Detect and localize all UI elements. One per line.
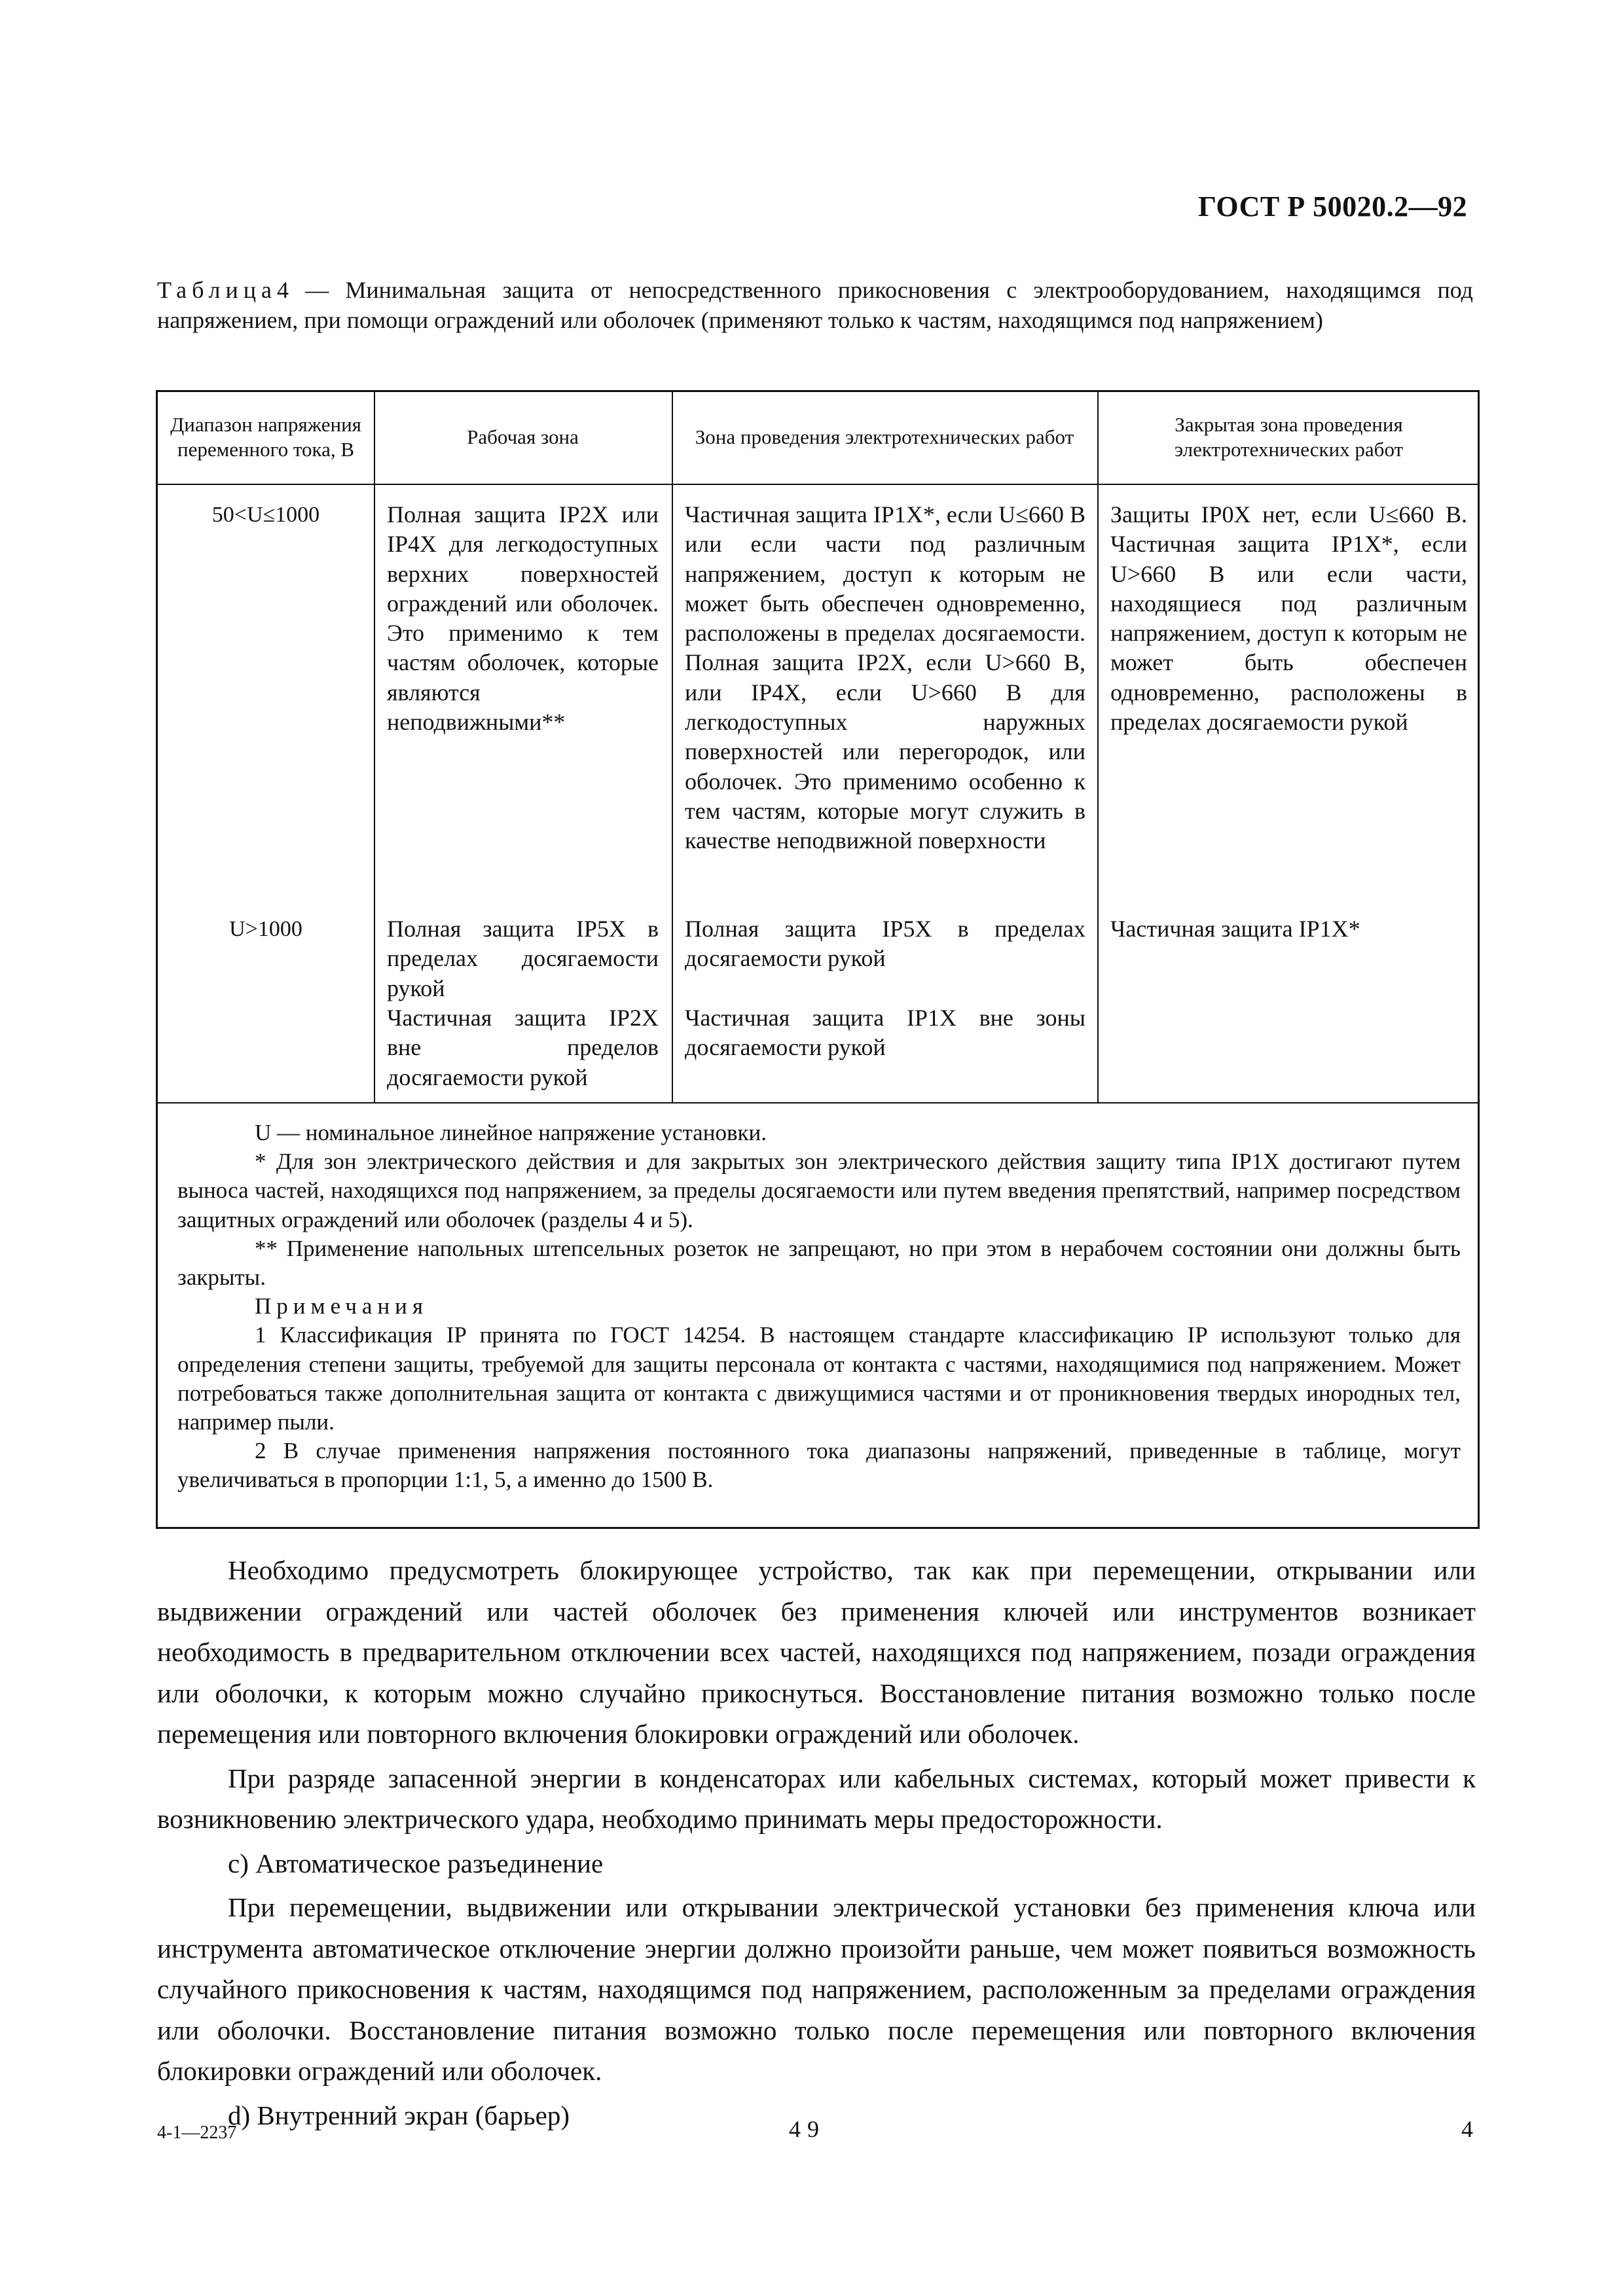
column-divider — [1097, 392, 1099, 1102]
caption-number: 4 — [276, 277, 289, 303]
header-electrical-zone: Зона проведения электротехнических работ — [695, 425, 1074, 448]
header-divider — [158, 484, 1478, 485]
footnote-double-star: ** Применение напольных штепсельных розеток не запрещают, но при этом в нерабочем состоянии они должны быть закрыты. — [177, 1235, 1461, 1291]
notes-title: Примечания — [255, 1293, 429, 1319]
page-number: 49 — [789, 2116, 826, 2142]
row2-closed-zone: Частичная защита IP1X* — [1110, 916, 1360, 942]
body-paragraph: При разряде запасенной энергии в конденсаторах или кабельных системах, который может привести к возникновению электрического удара, необходимо принимать меры предосторожности. — [157, 1763, 1476, 1834]
table-caption — [157, 275, 1473, 335]
caption-text: — Минимальная защита от непосредственного прикосновения с электрооборудованием, находящимся под напряжением, при помощи ограждений или оболочек (применяют только к частям, находящимся под напряжением) — [157, 277, 1473, 333]
row2-voltage: U>1000 — [229, 917, 302, 941]
footnote-star: * Для зон электрического действия и для закрытых зон электрического действия защиту типа IP1X достигают путем выноса частей, находящихся под напряжением, за пределы досягаемости или путем введения препятствий, например посредством защитных ограждений или оболочек (разделы 4 и 5). — [177, 1149, 1461, 1232]
note-2: 2 В случае применения напряжения постоянного тока диапазоны напряжений, приведенные в таблице, могут увеличиваться в пропорции 1:1, 5, а именно до 1500 В. — [177, 1438, 1461, 1493]
caption-label: Таблица — [157, 277, 277, 303]
row1-voltage: 50<U≤1000 — [211, 503, 320, 527]
footnote-u: U — номинальное линейное напряжение установки. — [255, 1120, 767, 1145]
footnote-divider — [158, 1102, 1478, 1103]
column-divider — [672, 392, 673, 1102]
row1-electrical-zone: Частичная защита IP1X*, если U≤660 В или если части под различным напряжением, доступ к которым не может быть обеспечен одновременно, расположены в пределах досягаемости. Полная защита IP2X, если U>660 В, или IP4X, если U>660 В для легкодоступных наружных поверхностей или перегородок, или оболочек. Это применимо особенно к тем частям, которые могут служить в качестве неподвижной поверхности — [685, 501, 1085, 854]
note-1: 1 Классификация IP принята по ГОСТ 14254. В настоящем стандарте классификацию IP используют только для определения степени защиты, требуемой для защиты персонала от контакта с частями, находящимися под напряжением. Может потребоваться также дополнительная защита от контакта с движущимися частями и от проникновения твердых инородных тел, например пыли. — [177, 1322, 1461, 1435]
body-paragraph: При перемещении, выдвижении или открывании электрической установки без применения ключа или инструмента автоматическое отключение энергии должно произойти раньше, чем может появиться возможность случайного прикосновения к частям, находящимся под напряжением, расположенным за пределами ограждения или оболочки. Восстановление питания возможно только после перемещения или повторного включения блокировки ограждений или оболочек. — [157, 1892, 1476, 2086]
row2-electrical-zone-2: Частичная защита IP1X вне зоны досягаемости рукой — [685, 1005, 1085, 1061]
body-paragraph: Необходимо предусмотреть блокирующее устройство, так как при перемещении, открывании или выдвижении ограждений или частей оболочек без применения ключей или инструментов возникает необходимость в предварительном отключении всех частей, находящихся под напряжением, позади ограждения или оболочки, к которым можно случайно прикоснуться. Восстановление питания возможно только после перемещения или повторного включения блокировки ограждений или оболочек. — [157, 1555, 1476, 1749]
column-divider — [374, 392, 375, 1102]
row1-work-zone: Полная защита IP2X или IP4X для легкодоступных верхних поверхностей ограждений или оболочек. Это применимо к тем частям оболочек, которые являются неподвижными** — [387, 501, 659, 736]
row2-work-zone-1: Полная защита IP5X в пределах досягаемости рукой — [387, 916, 659, 1001]
header-closed-zone: Закрытая зона проведения электротехнических работ — [1174, 413, 1404, 461]
row2-electrical-zone-1: Полная защита IP5X в пределах досягаемости рукой — [685, 916, 1085, 972]
row2-work-zone-2: Частичная защита IP2X вне пределов досягаемости рукой — [387, 1005, 659, 1090]
header-voltage: Диапазон напряжения переменного тока, В — [170, 413, 361, 461]
section-heading-d: d) Внутренний экран (барьер) — [228, 2100, 570, 2130]
table-footnotes — [177, 1119, 1461, 1495]
document-code: ГОСТ Р 50020.2—92 — [1198, 190, 1468, 223]
footer-sheet-number: 4 — [1461, 2116, 1473, 2142]
protection-table — [156, 390, 1480, 1529]
footer-print-code: 4-1—2237 — [157, 2123, 237, 2143]
header-work-zone: Рабочая зона — [467, 425, 579, 448]
row1-closed-zone: Защиты IP0X нет, если U≤660 В. Частичная защита IP1X*, если U>660 В или если части, находящиеся под различным напряжением, доступ к которым не может быть обеспечен одновременно, расположены в пределах досягаемости рукой — [1110, 501, 1467, 736]
body-text — [157, 1550, 1476, 2139]
section-heading-c: с) Автоматическое разъединение — [228, 1848, 604, 1878]
